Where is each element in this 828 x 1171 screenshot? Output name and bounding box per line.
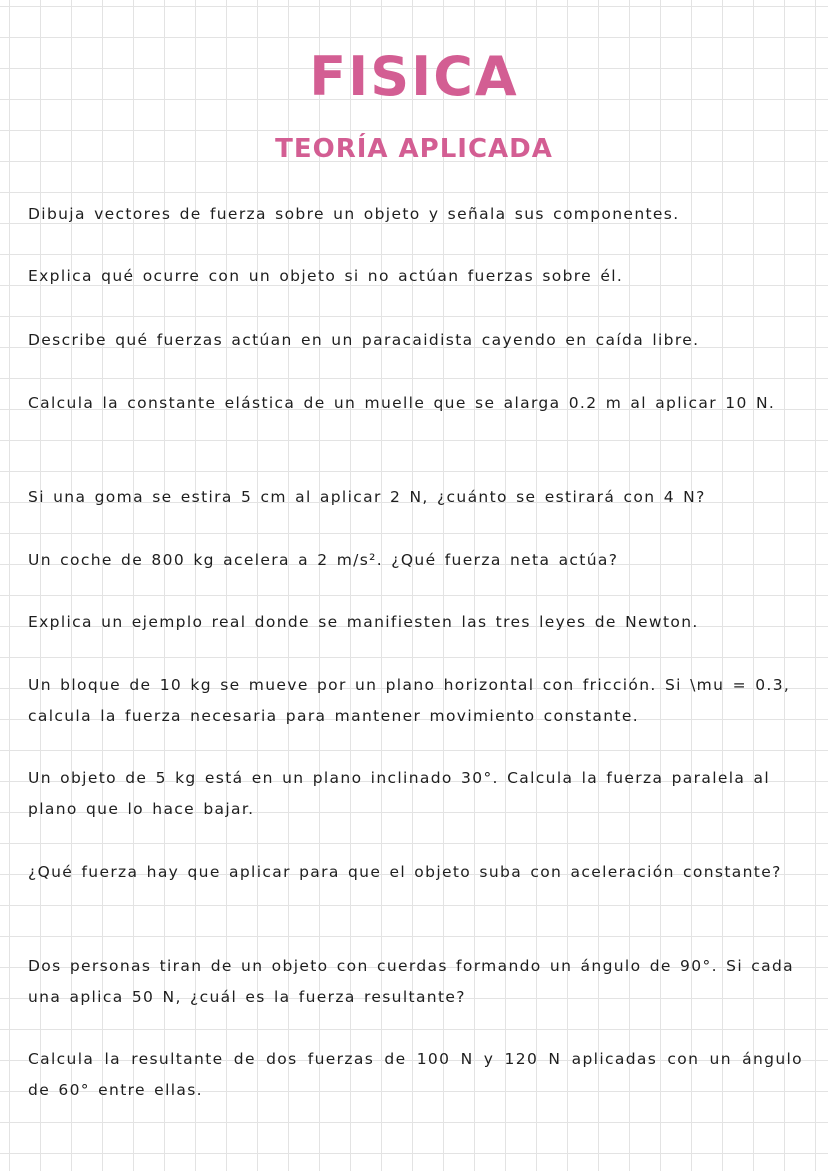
question-10: ¿Qué fuerza hay que aplicar para que el objeto suba con aceleración constante? (28, 863, 782, 881)
question-4: Calcula la constante elástica de un muelle que se alarga 0.2 m al aplicar 10 N. (28, 394, 776, 412)
page-subtitle: TEORÍA APLICADA (275, 134, 553, 164)
question-3: Describe qué fuerzas actúan en un paracaidista cayendo en caída libre. (28, 331, 700, 349)
question-7: Explica un ejemplo real donde se manifiesten las tres leyes de Newton. (28, 613, 699, 631)
question-9: Un objeto de 5 kg está en un plano inclinado 30°. Calcula la fuerza paralela al plano que lo hace bajar. (28, 769, 771, 818)
question-12: Calcula la resultante de dos fuerzas de 100 N y 120 N aplicadas con un ángulo de 60° entre ellas. (28, 1050, 803, 1099)
question-5: Si una goma se estira 5 cm al aplicar 2 N, ¿cuánto se estirará con 4 N? (28, 488, 706, 506)
question-11: Dos personas tiran de un objeto con cuerdas formando un ángulo de 90°. Si cada una aplica 50 N, ¿cuál es la fuerza resultante? (28, 957, 795, 1006)
question-1: Dibuja vectores de fuerza sobre un objeto y señala sus componentes. (28, 205, 680, 223)
question-6: Un coche de 800 kg acelera a 2 m/s². ¿Qué fuerza neta actúa? (28, 551, 619, 569)
page-title: FISICA (309, 45, 519, 108)
question-2: Explica qué ocurre con un objeto si no actúan fuerzas sobre él. (28, 267, 624, 285)
question-8: Un bloque de 10 kg se mueve por un plano horizontal con fricción. Si \mu = 0.3, calcula la fuerza necesaria para mantener movimiento constante. (28, 676, 791, 725)
